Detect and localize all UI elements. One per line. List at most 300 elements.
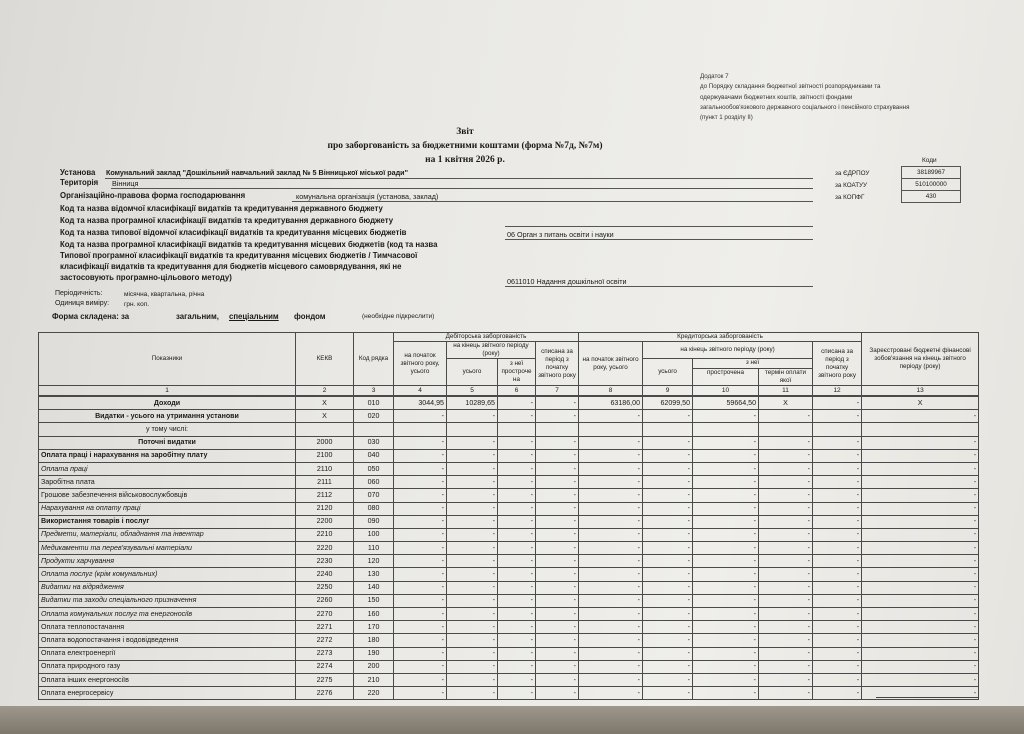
row-code: 080 — [354, 502, 394, 515]
row-value — [394, 423, 447, 436]
row-value: - — [579, 555, 643, 568]
row-value — [693, 423, 759, 436]
territory-value: Вінниця — [112, 179, 139, 188]
row-value: - — [536, 608, 579, 621]
row-value: - — [813, 476, 862, 489]
row-value: - — [643, 621, 693, 634]
row-value: - — [643, 436, 693, 449]
row-value: - — [498, 462, 536, 475]
row-kekv: 2200 — [296, 515, 354, 528]
row-value — [643, 423, 693, 436]
row-value — [579, 423, 643, 436]
row-value: - — [813, 489, 862, 502]
row-value: - — [447, 449, 498, 462]
th-row-code: Код рядка — [354, 333, 394, 386]
row-value: - — [394, 555, 447, 568]
annex-block — [700, 72, 909, 123]
row-value: - — [394, 660, 447, 673]
prog-code-underline — [505, 226, 813, 227]
row-indicator: Заробітна плата — [39, 476, 296, 489]
row-value: - — [579, 462, 643, 475]
row-value: - — [643, 673, 693, 686]
debt-table — [38, 332, 979, 700]
row-value: - — [447, 502, 498, 515]
report-title: Звіт — [456, 127, 474, 137]
report-subtitle-text: про заборгованість за бюджетними коштами (форма №7д, №7м) — [327, 141, 603, 151]
table-row — [39, 647, 979, 660]
row-value: - — [813, 634, 862, 647]
row-indicator: у тому числі: — [39, 423, 296, 436]
row-value: - — [759, 476, 813, 489]
row-value: - — [643, 608, 693, 621]
row-value: - — [579, 528, 643, 541]
row-value: - — [643, 660, 693, 673]
table-row — [39, 673, 979, 686]
th-debit-end-overdue: з неї простроче на — [498, 359, 536, 386]
row-indicator: Оплата праці — [39, 462, 296, 475]
th-kekv: КЕКВ — [296, 333, 354, 386]
row-indicator: Доходи — [39, 396, 296, 410]
th-credit-written: списана за період з початку звітного року — [813, 342, 862, 386]
row-kekv: 2275 — [296, 673, 354, 686]
code-label: за КОАТУУ — [835, 181, 868, 189]
row-value: - — [862, 462, 979, 475]
row-indicator: Видатки - усього на утримання установи — [39, 410, 296, 423]
form-general: загальним, — [176, 312, 219, 321]
row-value: - — [536, 476, 579, 489]
row-value: - — [813, 410, 862, 423]
institution-value: Комунальний заклад "Дошкільний навчальний заклад № 5 Вінницької міської ради" — [106, 168, 408, 177]
signature-line — [876, 697, 978, 698]
row-value: - — [536, 581, 579, 594]
dept-code-label: Код та назва відомчої класифікації видатків та кредитування державного бюджету — [60, 204, 383, 213]
row-value: - — [498, 660, 536, 673]
row-value: - — [447, 687, 498, 700]
row-value: - — [693, 528, 759, 541]
row-code: 200 — [354, 660, 394, 673]
table-row — [39, 687, 979, 700]
row-value: - — [394, 594, 447, 607]
row-value: - — [862, 568, 979, 581]
row-value: - — [813, 462, 862, 475]
row-value: 10289,65 — [447, 396, 498, 410]
th-credit-end-total: усього — [643, 359, 693, 386]
local-prog-underline — [505, 286, 813, 287]
row-value: - — [759, 568, 813, 581]
row-value: - — [394, 462, 447, 475]
row-value: - — [447, 581, 498, 594]
row-value: - — [813, 647, 862, 660]
row-value: - — [536, 687, 579, 700]
row-value: - — [759, 515, 813, 528]
row-kekv — [296, 423, 354, 436]
row-value: - — [394, 568, 447, 581]
row-code: 010 — [354, 396, 394, 410]
row-value: - — [693, 673, 759, 686]
row-value: - — [813, 555, 862, 568]
row-value: - — [643, 581, 693, 594]
th-debit-written: списана за період з початку звітного року — [536, 342, 579, 386]
row-value: - — [498, 515, 536, 528]
row-value: - — [536, 436, 579, 449]
row-kekv: 2276 — [296, 687, 354, 700]
row-value: - — [579, 673, 643, 686]
row-value: - — [862, 673, 979, 686]
periodicity-value: місячна, квартальна, річна — [124, 291, 205, 298]
row-value: - — [862, 647, 979, 660]
row-value: - — [813, 608, 862, 621]
row-value: - — [643, 410, 693, 423]
row-value: - — [579, 647, 643, 660]
row-value: - — [759, 502, 813, 515]
row-value: - — [693, 608, 759, 621]
row-value: - — [394, 449, 447, 462]
column-number: 13 — [862, 386, 979, 397]
form-note: (необхідне підкреслити) — [362, 313, 435, 320]
table-row — [39, 476, 979, 489]
column-number: 8 — [579, 386, 643, 397]
row-value: - — [693, 449, 759, 462]
row-value: - — [536, 568, 579, 581]
row-value: - — [498, 568, 536, 581]
row-value: - — [643, 489, 693, 502]
row-value: - — [498, 449, 536, 462]
th-credit-of-it: з неї — [693, 359, 812, 369]
row-value: - — [862, 436, 979, 449]
row-indicator: Грошове забезпечення військовослужбовців — [39, 489, 296, 502]
row-kekv: 2240 — [296, 568, 354, 581]
report-date: на 1 квітня 2026 р. — [425, 155, 505, 165]
row-kekv: 2000 — [296, 436, 354, 449]
row-value: - — [759, 647, 813, 660]
row-indicator: Поточні видатки — [39, 436, 296, 449]
column-number: 10 — [693, 386, 759, 397]
row-indicator: Оплата комунальних послуг та енергоносіїв — [39, 608, 296, 621]
row-value: - — [862, 502, 979, 515]
local-prog-label-2: Типової програмної класифікації видатків та кредитування місцевих бюджетів / Тимчасової — [60, 251, 418, 260]
row-value: - — [536, 647, 579, 660]
row-value: - — [813, 502, 862, 515]
periodicity-label: Періодичність: — [55, 290, 103, 297]
column-number: 3 — [354, 386, 394, 397]
table-body — [39, 396, 979, 700]
row-value: 62099,50 — [643, 396, 693, 410]
row-value: - — [693, 634, 759, 647]
row-value: - — [498, 581, 536, 594]
column-number: 6 — [498, 386, 536, 397]
row-value: - — [643, 647, 693, 660]
row-value: - — [693, 476, 759, 489]
row-value: - — [498, 436, 536, 449]
row-value: - — [813, 673, 862, 686]
row-indicator: Оплата електроенергії — [39, 647, 296, 660]
row-value: - — [536, 621, 579, 634]
row-code: 040 — [354, 449, 394, 462]
report-subtitle — [270, 141, 660, 151]
row-value: - — [579, 594, 643, 607]
row-value: - — [498, 476, 536, 489]
row-value: - — [447, 621, 498, 634]
typical-dept-label: Код та назва типової відомчої класифікації видатків та кредитування місцевих бюджетів — [60, 228, 407, 237]
code-value: 38189967 — [901, 166, 961, 179]
column-number: 4 — [394, 386, 447, 397]
row-kekv: X — [296, 396, 354, 410]
row-value: - — [579, 489, 643, 502]
column-number: 9 — [643, 386, 693, 397]
row-value: - — [693, 555, 759, 568]
row-value: - — [579, 410, 643, 423]
row-value: - — [643, 515, 693, 528]
row-value — [862, 423, 979, 436]
row-value: - — [862, 608, 979, 621]
row-value: - — [643, 687, 693, 700]
table-row — [39, 608, 979, 621]
column-number: 1 — [39, 386, 296, 397]
row-value: - — [759, 489, 813, 502]
row-value: - — [579, 621, 643, 634]
th-credit-end: на кінець звітного періоду (року) — [643, 342, 813, 359]
row-value: - — [536, 660, 579, 673]
row-kekv: 2273 — [296, 647, 354, 660]
row-value: - — [759, 410, 813, 423]
row-value: - — [759, 594, 813, 607]
row-value: - — [693, 462, 759, 475]
form-fund: фондом — [294, 312, 326, 321]
row-value: - — [394, 542, 447, 555]
row-indicator: Оплата інших енергоносіїв — [39, 673, 296, 686]
code-value: 430 — [901, 190, 961, 203]
row-value: - — [447, 555, 498, 568]
row-value: - — [693, 621, 759, 634]
row-value: - — [693, 436, 759, 449]
row-kekv: 2230 — [296, 555, 354, 568]
th-credit-of-it-group — [693, 359, 813, 386]
row-value: - — [536, 528, 579, 541]
row-value: 63186,00 — [579, 396, 643, 410]
row-value: - — [759, 542, 813, 555]
row-value: - — [579, 449, 643, 462]
row-value: - — [643, 594, 693, 607]
row-value: - — [643, 449, 693, 462]
row-value: - — [643, 568, 693, 581]
row-value: - — [498, 555, 536, 568]
row-value: - — [813, 542, 862, 555]
code-value: 510100000 — [901, 178, 961, 191]
table-row — [39, 634, 979, 647]
row-value: 59664,50 — [693, 396, 759, 410]
row-value: - — [394, 634, 447, 647]
row-value: - — [813, 660, 862, 673]
row-value — [498, 423, 536, 436]
codes-block — [835, 167, 961, 203]
row-value: - — [759, 608, 813, 621]
row-code: 160 — [354, 608, 394, 621]
row-value: - — [536, 396, 579, 410]
row-value — [759, 423, 813, 436]
row-kekv: 2250 — [296, 581, 354, 594]
row-value: - — [643, 502, 693, 515]
row-value: - — [759, 462, 813, 475]
th-registered: Зареєстровані бюджетні фінансові зобов'язання на кінець звітного періоду (року) — [862, 333, 979, 386]
row-value: - — [813, 581, 862, 594]
row-value: - — [536, 542, 579, 555]
row-value: - — [536, 502, 579, 515]
row-value: - — [813, 515, 862, 528]
row-value: - — [447, 608, 498, 621]
row-code: 190 — [354, 647, 394, 660]
row-value: - — [643, 528, 693, 541]
row-value: - — [643, 542, 693, 555]
annex-line: Додаток 7 — [700, 73, 729, 80]
row-code: 120 — [354, 555, 394, 568]
row-code: 020 — [354, 410, 394, 423]
row-value: - — [498, 502, 536, 515]
row-value: - — [862, 634, 979, 647]
annex-line: загальнообов'язкового державного соціального і пенсійного страхування — [700, 103, 910, 111]
row-value: - — [693, 502, 759, 515]
row-value: - — [862, 542, 979, 555]
row-value: - — [536, 555, 579, 568]
row-value: - — [394, 515, 447, 528]
row-value: - — [813, 621, 862, 634]
row-value: - — [447, 489, 498, 502]
row-value: - — [536, 515, 579, 528]
column-number: 11 — [759, 386, 813, 397]
row-code: 150 — [354, 594, 394, 607]
row-value: - — [813, 528, 862, 541]
row-value: - — [536, 489, 579, 502]
row-value: - — [693, 489, 759, 502]
row-value: - — [759, 436, 813, 449]
row-value: - — [862, 555, 979, 568]
row-value: - — [536, 410, 579, 423]
form-special: спеціальним — [229, 312, 279, 321]
row-value: - — [862, 594, 979, 607]
row-value: - — [693, 581, 759, 594]
row-value: - — [536, 634, 579, 647]
table-row — [39, 621, 979, 634]
row-kekv: 2112 — [296, 489, 354, 502]
row-value: - — [536, 594, 579, 607]
row-code: 100 — [354, 528, 394, 541]
row-value: - — [394, 673, 447, 686]
row-indicator: Предмети, матеріали, обладнання та інвентар — [39, 528, 296, 541]
row-kekv: 2111 — [296, 476, 354, 489]
row-value — [447, 423, 498, 436]
table-row — [39, 489, 979, 502]
row-indicator: Оплата послуг (крім комунальних) — [39, 568, 296, 581]
row-value: - — [394, 608, 447, 621]
row-value: - — [579, 568, 643, 581]
row-value: - — [447, 568, 498, 581]
row-value: - — [498, 410, 536, 423]
row-value: - — [862, 581, 979, 594]
row-value: - — [693, 568, 759, 581]
row-indicator: Оплата водопостачання і водовідведення — [39, 634, 296, 647]
row-value: - — [579, 634, 643, 647]
table-row — [39, 660, 979, 673]
local-prog-label-3: класифікації видатків та кредитування для бюджетів місцевого самоврядування, які не — [60, 262, 402, 271]
typical-dept-underline — [505, 239, 813, 240]
row-indicator: Нарахування на оплату праці — [39, 502, 296, 515]
row-value: - — [498, 673, 536, 686]
row-value: - — [579, 515, 643, 528]
column-number: 2 — [296, 386, 354, 397]
table-row — [39, 449, 979, 462]
row-value: - — [813, 436, 862, 449]
th-debit: Дебіторська заборгованість — [394, 333, 579, 342]
row-value: - — [693, 515, 759, 528]
row-kekv: 2271 — [296, 621, 354, 634]
row-value: - — [536, 449, 579, 462]
row-value: X — [862, 396, 979, 410]
row-code: 060 — [354, 476, 394, 489]
row-code: 170 — [354, 621, 394, 634]
row-value: - — [498, 634, 536, 647]
row-value: - — [498, 621, 536, 634]
row-value: - — [394, 581, 447, 594]
row-value: - — [447, 462, 498, 475]
table-row — [39, 594, 979, 607]
row-value: - — [447, 542, 498, 555]
territory-underline — [111, 188, 813, 189]
row-indicator: Продукти харчування — [39, 555, 296, 568]
unit-label: Одиниця виміру: — [55, 300, 110, 307]
row-value: - — [643, 462, 693, 475]
row-code: 070 — [354, 489, 394, 502]
row-value: - — [394, 647, 447, 660]
row-kekv: 2100 — [296, 449, 354, 462]
annex-line: (пункт 1 розділу ІІ) — [700, 114, 753, 122]
row-kekv: 2272 — [296, 634, 354, 647]
row-code: 180 — [354, 634, 394, 647]
row-value: - — [759, 449, 813, 462]
row-value: - — [693, 660, 759, 673]
row-value: - — [579, 476, 643, 489]
row-value: X — [759, 396, 813, 410]
table-row — [39, 568, 979, 581]
row-value: - — [498, 594, 536, 607]
row-value: - — [643, 476, 693, 489]
row-indicator: Оплата праці і нарахування на заробітну плату — [39, 449, 296, 462]
row-value: - — [579, 581, 643, 594]
row-value: - — [759, 581, 813, 594]
row-value: - — [693, 647, 759, 660]
row-value: - — [759, 673, 813, 686]
row-value: - — [759, 621, 813, 634]
row-code: 140 — [354, 581, 394, 594]
local-prog-label-1: Код та назва програмної класифікації видатків та кредитування місцевих бюджетів (код та назва — [60, 240, 438, 249]
table-row — [39, 462, 979, 475]
table-row — [39, 502, 979, 515]
row-code: 220 — [354, 687, 394, 700]
prog-code-label: Код та назва програмної класифікації видатків та кредитування державного бюджету — [60, 216, 394, 225]
row-value: - — [498, 396, 536, 410]
row-value: - — [862, 660, 979, 673]
row-kekv: 2110 — [296, 462, 354, 475]
row-value: - — [447, 528, 498, 541]
row-value: - — [579, 502, 643, 515]
row-value: - — [447, 436, 498, 449]
table-row — [39, 423, 979, 436]
table-row — [39, 410, 979, 423]
row-value: - — [759, 634, 813, 647]
column-number: 7 — [536, 386, 579, 397]
org-form-underline — [292, 201, 813, 202]
row-kekv: 2220 — [296, 542, 354, 555]
row-value: - — [536, 462, 579, 475]
row-kekv: 2120 — [296, 502, 354, 515]
